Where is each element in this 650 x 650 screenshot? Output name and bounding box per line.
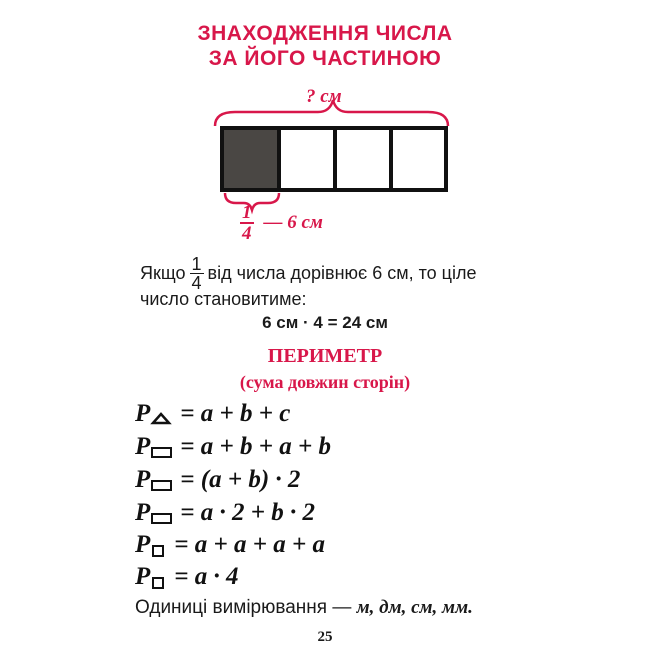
rectangle-icon: [150, 500, 174, 526]
formula-square-2: [135, 563, 239, 591]
part-fraction-denominator: 4: [242, 223, 252, 244]
formula-rectangle-2: [135, 466, 300, 494]
formula-rhs: = a · 4: [174, 563, 239, 590]
formula-rhs: = a + b + a + b: [180, 433, 332, 460]
formula-rhs: = a + a + a + a: [174, 531, 326, 558]
square-icon: [150, 532, 168, 558]
rectangle-icon: [150, 434, 174, 460]
units-label: Одиниці вимірювання —: [135, 597, 352, 618]
section-title-line1: ЗНАХОДЖЕННЯ ЧИСЛА: [197, 22, 453, 45]
section-title-line2: ЗА ЙОГО ЧАСТИНОЮ: [208, 47, 442, 70]
fraction-diagram: [0, 0, 650, 260]
formula-square-1: [135, 531, 325, 559]
part-value: — 6 см: [263, 212, 323, 233]
perimeter-symbol: P: [135, 499, 151, 526]
explanation-fraction-numerator: 1: [191, 254, 202, 274]
triangle-icon: [150, 401, 174, 427]
perimeter-subtitle: (сума довжин сторін): [239, 372, 411, 392]
shaded-part: [223, 129, 279, 189]
perimeter-symbol: P: [135, 466, 151, 493]
total-label: ? см: [306, 86, 342, 107]
explanation-suffix: від числа дорівнює 6 см, то ціле: [207, 263, 477, 283]
formula-rectangle-3: [135, 499, 315, 527]
formula-rhs: = a · 2 + b · 2: [180, 499, 316, 526]
explanation-fraction-denominator: 4: [191, 273, 202, 293]
formula-rhs: = (a + b) · 2: [180, 466, 301, 493]
part-label-group: [236, 203, 323, 243]
formula-rectangle-1: [135, 433, 331, 461]
formula-triangle: [135, 400, 290, 428]
explanation-line1: [140, 255, 477, 292]
square-icon: [150, 564, 168, 590]
part-fraction: [240, 203, 254, 243]
explanation-fraction: [190, 255, 204, 292]
explanation-prefix: Якщо: [140, 263, 186, 283]
units-line: [135, 597, 473, 619]
perimeter-title: ПЕРИМЕТР: [267, 345, 383, 367]
perimeter-symbol: P: [135, 400, 151, 427]
perimeter-symbol: P: [135, 433, 151, 460]
part-fraction-numerator: 1: [242, 202, 252, 223]
formula-rhs: = a + b + c: [180, 400, 291, 427]
perimeter-symbol: P: [135, 563, 151, 590]
calculation: 6 см · 4 = 24 см: [262, 313, 388, 332]
units-values: м, дм, см, мм.: [356, 597, 473, 618]
perimeter-symbol: P: [135, 531, 151, 558]
page-number: 25: [317, 629, 333, 645]
rectangle-icon: [150, 467, 174, 493]
explanation-line2: число становитиме:: [140, 289, 307, 309]
